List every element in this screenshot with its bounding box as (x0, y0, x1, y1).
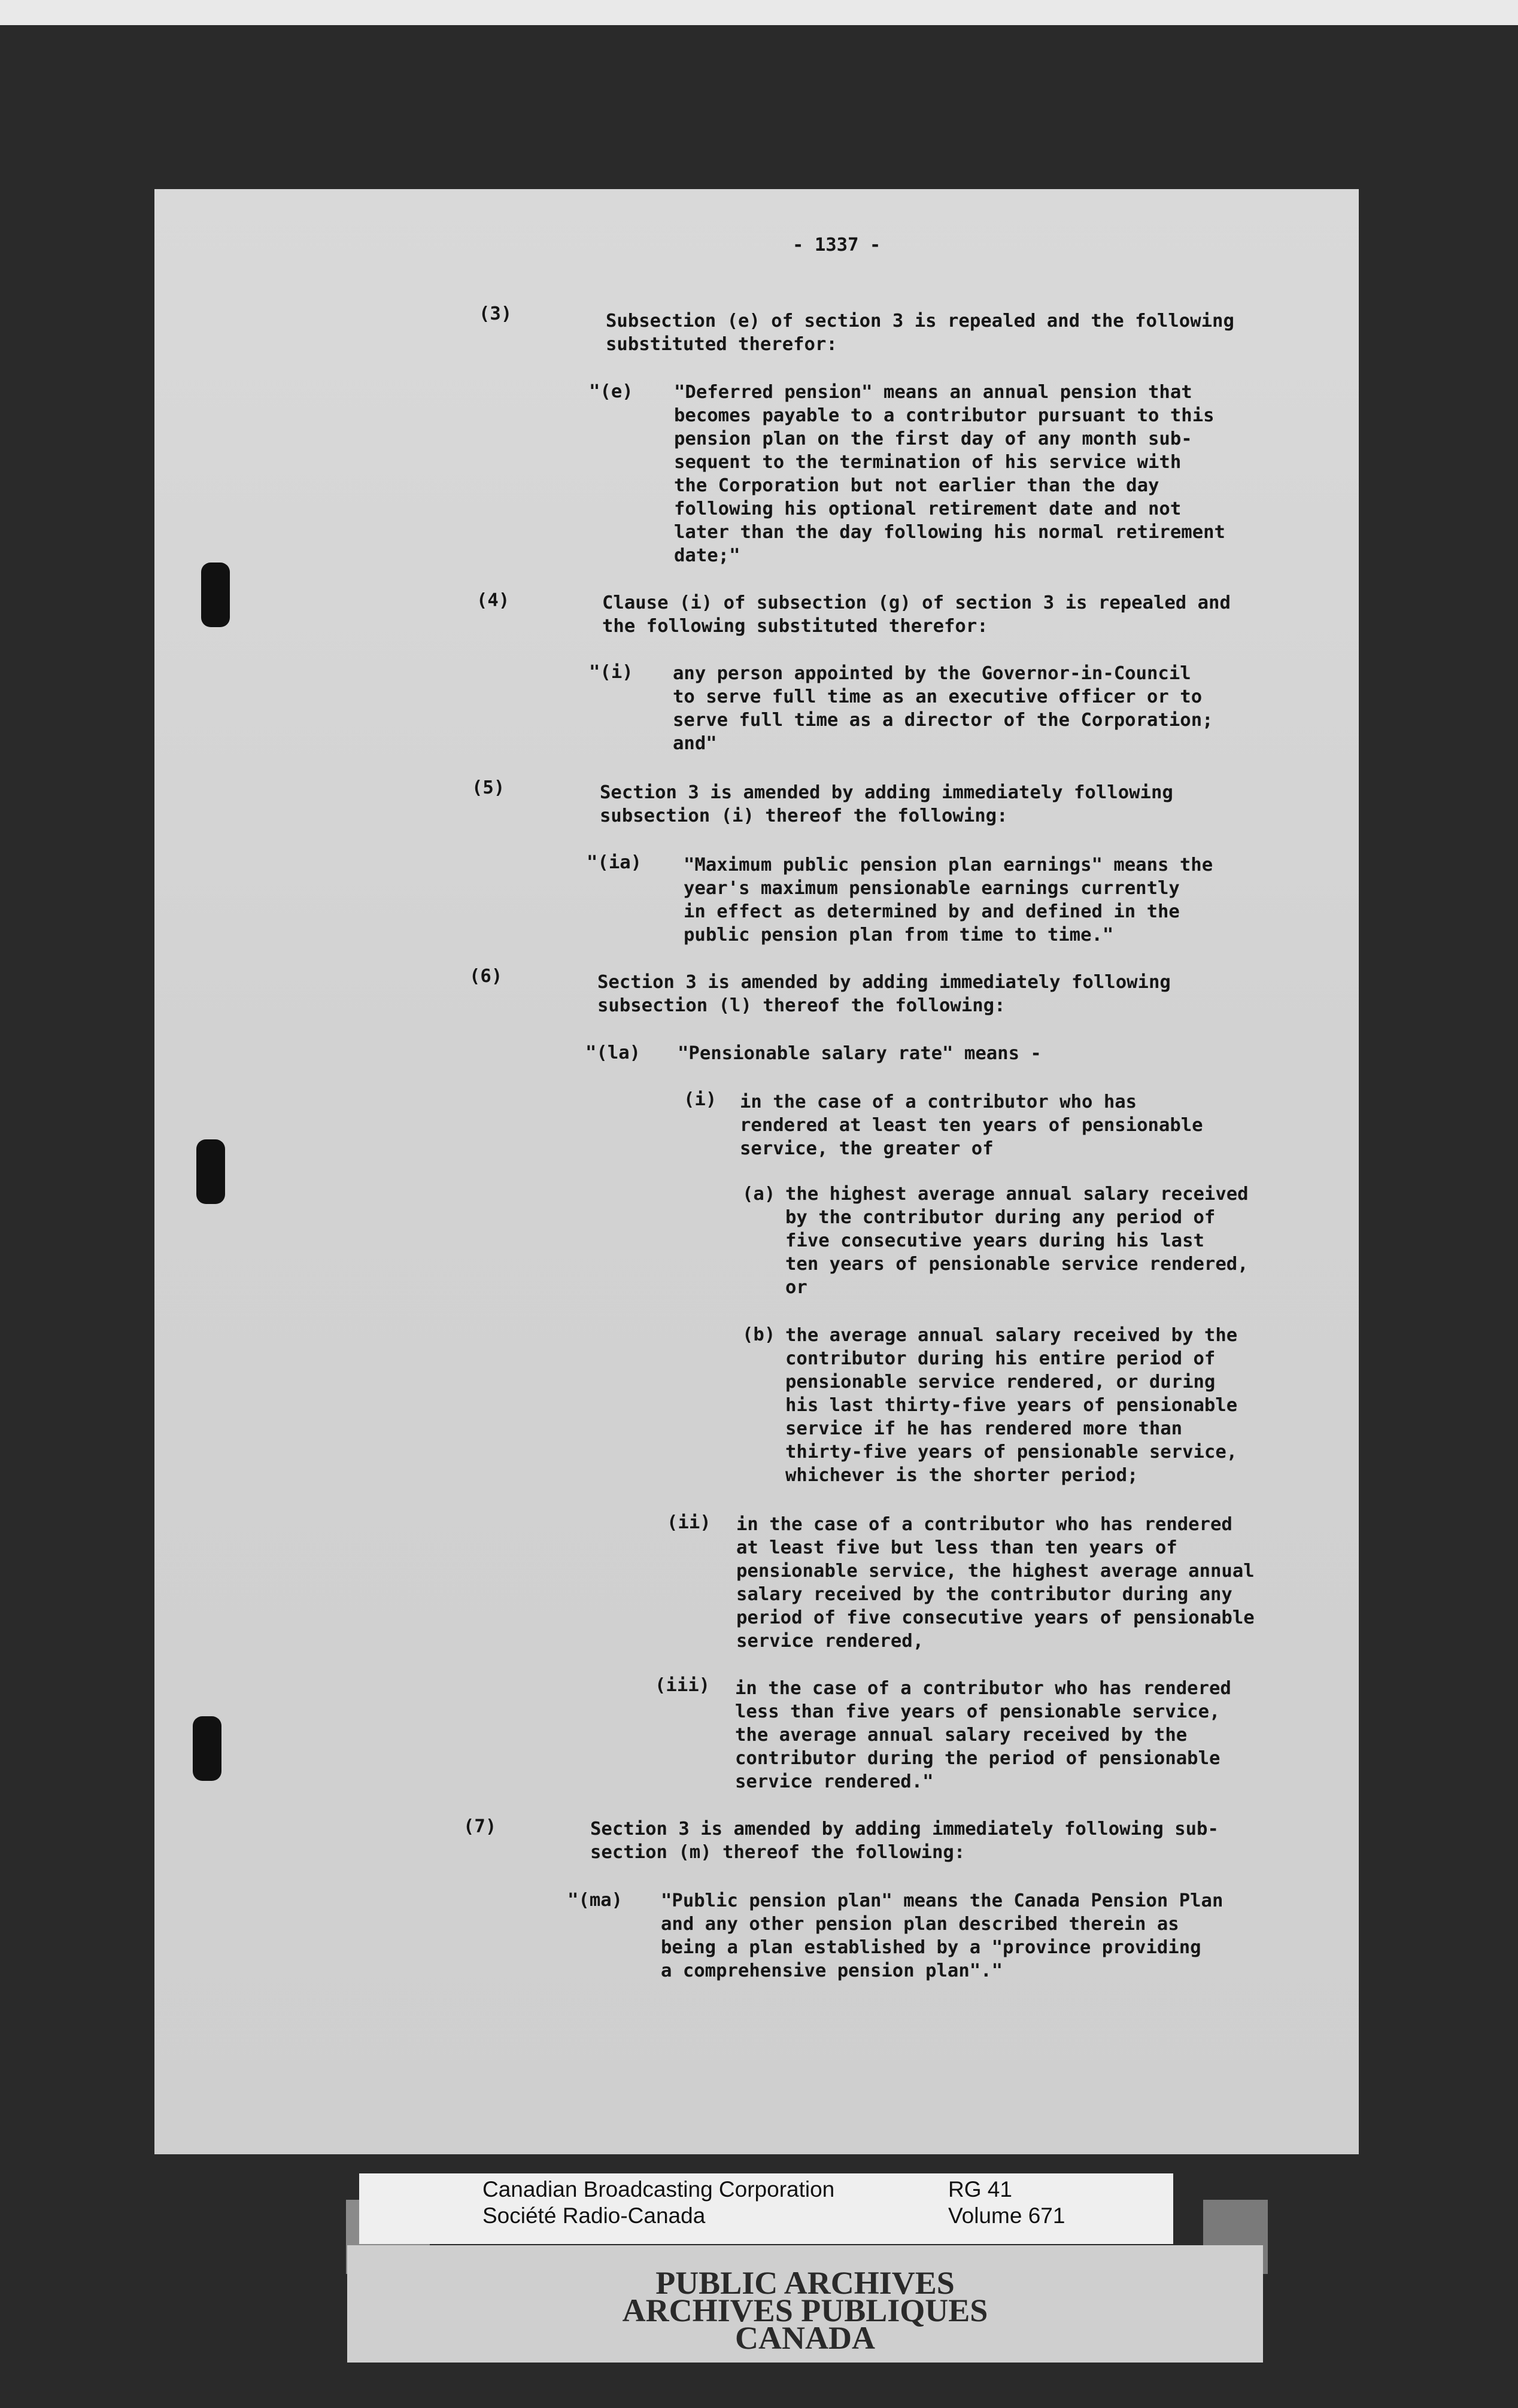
text-line: (6) (469, 966, 503, 987)
punch-hole (201, 563, 230, 627)
text-line: contributor during his entire period of (785, 1348, 1216, 1369)
text-line: Section 3 is amended by adding immediately following sub- (590, 1819, 1219, 1840)
label-volume: Volume 671 (948, 2203, 1065, 2228)
text-line: "Public pension plan" means the Canada Pension Plan (661, 1890, 1223, 1911)
text-line: "(i) (589, 662, 633, 683)
label-record-group: RG 41 (948, 2177, 1012, 2202)
text-line: in the case of a contributor who has (740, 1091, 1137, 1112)
text-line: (5) (472, 777, 505, 798)
stamp-line-1: PUBLIC ARCHIVES (655, 2265, 955, 2301)
text-line: (ii) (667, 1512, 711, 1533)
text-line: less than five years of pensionable service, (735, 1701, 1221, 1722)
text-line: "(ia) (587, 852, 642, 873)
text-line: in the case of a contributor who has rendered (736, 1514, 1232, 1535)
text-line: at least five but less than ten years of (736, 1537, 1177, 1558)
punch-hole (193, 1716, 221, 1781)
stamp-line-2: ARCHIVES PUBLIQUES (622, 2293, 988, 2328)
text-line: five consecutive years during his last (785, 1230, 1204, 1251)
text-line: to serve full time as an executive officer or to (673, 686, 1203, 707)
text-line: and any other pension plan described therein as (661, 1914, 1179, 1935)
text-line: the following substituted therefor: (602, 616, 988, 637)
text-line: (iii) (655, 1675, 711, 1696)
text-line: ten years of pensionable service rendered, (785, 1254, 1249, 1275)
text-line: the Corporation but not earlier than the day (674, 475, 1159, 496)
text-line: following his optional retirement date and not (674, 498, 1182, 519)
text-line: a comprehensive pension plan"." (661, 1960, 1003, 1981)
text-line: (a) (742, 1184, 776, 1205)
text-line: substituted therefor: (606, 334, 837, 355)
text-line: public pension plan from time to time." (684, 925, 1114, 945)
text-line: in effect as determined by and defined in the (684, 901, 1180, 922)
text-line: "Pensionable salary rate" means - (678, 1043, 1042, 1064)
page-number: - 1337 - (793, 235, 881, 256)
label-org-fr: Société Radio-Canada (482, 2203, 706, 2228)
text-line: "(la) (585, 1042, 641, 1063)
text-line: whichever is the shorter period; (785, 1465, 1138, 1486)
text-line: serve full time as a director of the Corporation; (673, 710, 1213, 731)
text-line: service if he has rendered more than (785, 1418, 1183, 1439)
text-line: becomes payable to a contributor pursuant to this (674, 405, 1215, 426)
text-line: in the case of a contributor who has rendered (735, 1678, 1231, 1699)
text-line: sequent to the termination of his service with (674, 452, 1182, 473)
text-line: Section 3 is amended by adding immediately following (600, 782, 1173, 803)
text-line: period of five consecutive years of pensionable (736, 1607, 1255, 1628)
text-line: (3) (479, 303, 512, 324)
text-line: (7) (463, 1816, 497, 1837)
text-line: the average annual salary received by the (735, 1725, 1188, 1746)
text-line: thirty-five years of pensionable service, (785, 1442, 1238, 1463)
text-line: service rendered." (735, 1771, 934, 1792)
text-line: pension plan on the first day of any month sub- (674, 428, 1192, 449)
text-line: being a plan established by a "province providing (661, 1937, 1201, 1958)
text-line: "Maximum public pension plan earnings" means the (684, 855, 1213, 875)
label-org-en: Canadian Broadcasting Corporation (482, 2177, 835, 2202)
text-line: "(ma) (567, 1890, 623, 1911)
text-line: salary received by the contributor during any (736, 1584, 1232, 1605)
text-line: service, the greater of (740, 1138, 994, 1159)
text-line: pensionable service rendered, or during (785, 1372, 1216, 1392)
text-line: date;" (674, 545, 740, 566)
text-line: his last thirty-five years of pensionable (785, 1395, 1238, 1416)
text-line: year's maximum pensionable earnings currently (684, 878, 1180, 899)
text-line: Subsection (e) of section 3 is repealed and the following (606, 311, 1234, 332)
text-line: pensionable service, the highest average annual (736, 1561, 1255, 1582)
text-line: and" (673, 733, 717, 754)
punch-hole (196, 1139, 225, 1204)
text-line: "Deferred pension" means an annual pension that (674, 382, 1192, 403)
stamp-line-3: CANADA (735, 2320, 875, 2356)
text-line: contributor during the period of pensionable (735, 1748, 1221, 1769)
scan-top-strip (0, 0, 1518, 25)
archive-label (359, 2173, 1173, 2244)
text-line: Clause (i) of subsection (g) of section 3 is repealed and (602, 592, 1231, 613)
text-line: subsection (i) thereof the following: (600, 805, 1008, 826)
text-line: (4) (476, 590, 510, 611)
text-line: Section 3 is amended by adding immediately following (597, 972, 1171, 993)
text-line: by the contributor during any period of (785, 1207, 1216, 1228)
text-line: service rendered, (736, 1631, 924, 1652)
text-line: the highest average annual salary received (785, 1184, 1249, 1205)
text-line: rendered at least ten years of pensionable (740, 1115, 1203, 1136)
text-line: "(e) (589, 381, 633, 402)
text-line: (b) (742, 1324, 776, 1345)
text-line: section (m) thereof the following: (590, 1842, 966, 1863)
text-line: any person appointed by the Governor-in-Council (673, 663, 1191, 684)
text-line: later than the day following his normal retirement (674, 522, 1225, 543)
text-line: or (785, 1277, 807, 1298)
text-line: subsection (l) thereof the following: (597, 995, 1006, 1016)
text-line: the average annual salary received by the (785, 1325, 1238, 1346)
text-line: (i) (684, 1089, 717, 1110)
